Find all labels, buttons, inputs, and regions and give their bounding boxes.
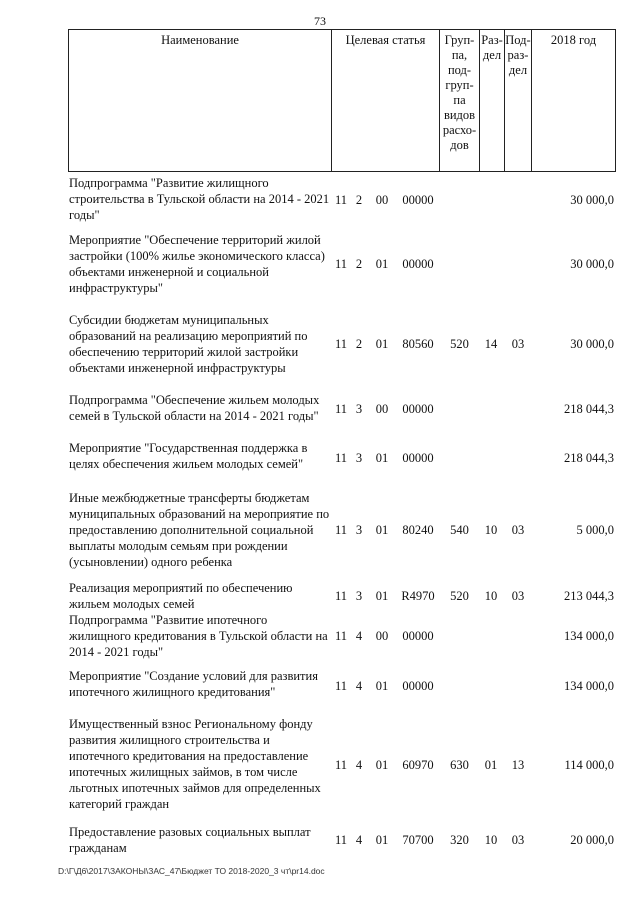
row-t2: 3 (355, 589, 363, 603)
col-divider (531, 29, 532, 171)
table-row (0, 824, 640, 858)
row-t3: 01 (375, 523, 389, 537)
row-name: Предоставление разовых социальных выплат гражданам (69, 825, 311, 855)
row-t1: 11 (334, 193, 348, 207)
header-target: Целевая статья (345, 33, 426, 47)
row-subsection: 03 (511, 589, 525, 603)
row-t3: 00 (375, 193, 389, 207)
row-subsection: 03 (511, 833, 525, 847)
row-t3: 01 (375, 257, 389, 271)
table-row (0, 668, 640, 702)
row-t2: 3 (355, 402, 363, 416)
row-group: 520 (450, 589, 469, 603)
row-t3: 01 (375, 833, 389, 847)
header-group: Груп- па, под- груп- па видов расхо- дов (442, 33, 477, 152)
row-section: 01 (484, 758, 498, 772)
row-name: Иные межбюджетные трансферты бюджетам муниципальных образований на мероприятие по предоставлению дополнительной социальной выплаты молодым семьям при рождении (усыновлении) одного ребенка (69, 491, 330, 569)
row-t2: 4 (355, 833, 363, 847)
row-amount: 218 044,3 (564, 451, 614, 465)
row-t1: 11 (334, 257, 348, 271)
row-name: Подпрограмма "Обеспечение жильем молодых семей в Тульской области на 2014 - 2021 годы" (69, 393, 320, 423)
table-row (0, 175, 640, 225)
table-row (0, 612, 640, 662)
row-t1: 11 (334, 451, 348, 465)
row-section: 10 (484, 833, 498, 847)
row-name: Реализация мероприятий по обеспечению жильем молодых семей (69, 581, 293, 611)
row-t4: 80560 (402, 337, 434, 351)
file-path-footer: D:\Г\Д6\2017\ЗАКОНЫ\ЗАС_47\Бюджет ТО 2018-2020_3 чт\pr14.doc (58, 866, 325, 876)
table-row (0, 716, 640, 814)
header-subsection: Под- раз- дел (505, 33, 531, 77)
col-divider (331, 29, 332, 171)
row-t1: 11 (334, 833, 348, 847)
table-row (0, 392, 640, 426)
row-amount: 114 000,0 (564, 758, 614, 772)
row-t3: 00 (375, 402, 389, 416)
row-amount: 30 000,0 (570, 193, 614, 207)
row-group: 520 (450, 337, 469, 351)
row-t3: 01 (375, 679, 389, 693)
row-amount: 134 000,0 (564, 679, 614, 693)
row-t2: 3 (355, 451, 363, 465)
row-section: 10 (484, 589, 498, 603)
row-group: 540 (450, 523, 469, 537)
row-section: 10 (484, 523, 498, 537)
row-t2: 3 (355, 523, 363, 537)
row-t2: 4 (355, 679, 363, 693)
col-divider (615, 29, 616, 171)
row-amount: 20 000,0 (570, 833, 614, 847)
header-section: Раз- дел (481, 33, 503, 62)
row-t3: 01 (375, 589, 389, 603)
row-t1: 11 (334, 337, 348, 351)
row-t1: 11 (334, 523, 348, 537)
header-top-border (68, 29, 616, 30)
row-t4: 00000 (402, 679, 434, 693)
row-subsection: 03 (511, 337, 525, 351)
row-t4: 80240 (402, 523, 434, 537)
row-t1: 11 (334, 629, 348, 643)
row-name: Мероприятие "Государственная поддержка в целях обеспечения жильем молодых семей" (69, 441, 308, 471)
row-section: 14 (484, 337, 498, 351)
row-t3: 01 (375, 451, 389, 465)
row-name: Имущественный взнос Региональному фонду развития жилищного строительства и ипотечного кредитования на предоставление ипотечных жилищных займов, в том числе льготных ипотечных займов для определенных категорий граждан (69, 717, 321, 811)
row-subsection: 13 (511, 758, 525, 772)
row-t2: 2 (355, 257, 363, 271)
row-group: 320 (450, 833, 469, 847)
table-row (0, 490, 640, 572)
row-t4: R4970 (401, 589, 435, 603)
row-t4: 00000 (402, 402, 434, 416)
row-amount: 213 044,3 (564, 589, 614, 603)
row-amount: 30 000,0 (570, 337, 614, 351)
row-t3: 01 (375, 337, 389, 351)
row-name: Мероприятие "Создание условий для развития ипотечного жилищного кредитования" (69, 669, 318, 699)
table-row (0, 232, 640, 298)
row-name: Подпрограмма "Развитие ипотечного жилищного кредитования в Тульской области на 2014 - 2021 годы" (69, 613, 328, 659)
row-t4: 00000 (402, 629, 434, 643)
row-t3: 01 (375, 758, 389, 772)
header-name: Наименование (161, 33, 239, 47)
header-year: 2018 год (550, 33, 597, 47)
row-t2: 4 (355, 758, 363, 772)
row-t3: 00 (375, 629, 389, 643)
row-name: Подпрограмма "Развитие жилищного строительства в Тульской области на 2014 - 2021 годы" (69, 176, 330, 222)
row-t1: 11 (334, 758, 348, 772)
page-number: 73 (314, 14, 326, 28)
row-amount: 5 000,0 (576, 523, 614, 537)
table-row (0, 580, 640, 614)
row-t2: 2 (355, 337, 363, 351)
col-divider (68, 29, 69, 171)
table-row (0, 440, 640, 474)
row-t4: 70700 (402, 833, 434, 847)
row-amount: 30 000,0 (570, 257, 614, 271)
row-t2: 2 (355, 193, 363, 207)
row-t1: 11 (334, 679, 348, 693)
row-t4: 60970 (402, 758, 434, 772)
row-t2: 4 (355, 629, 363, 643)
row-name: Мероприятие "Обеспечение территорий жилой застройки (100% жилье экономического класса) объектами инженерной и социальной инфраструктуры" (69, 233, 325, 295)
row-subsection: 03 (511, 523, 525, 537)
row-group: 630 (450, 758, 469, 772)
table-row (0, 312, 640, 378)
row-t4: 00000 (402, 193, 434, 207)
row-t4: 00000 (402, 257, 434, 271)
row-amount: 134 000,0 (564, 629, 614, 643)
row-t1: 11 (334, 589, 348, 603)
row-amount: 218 044,3 (564, 402, 614, 416)
row-name: Субсидии бюджетам муниципальных образований на реализацию мероприятий по обеспечению территорий жилой застройки объектами инженерной инфраструктуры (69, 313, 308, 375)
header-bottom-border (68, 171, 616, 172)
row-t1: 11 (334, 402, 348, 416)
row-t4: 00000 (402, 451, 434, 465)
